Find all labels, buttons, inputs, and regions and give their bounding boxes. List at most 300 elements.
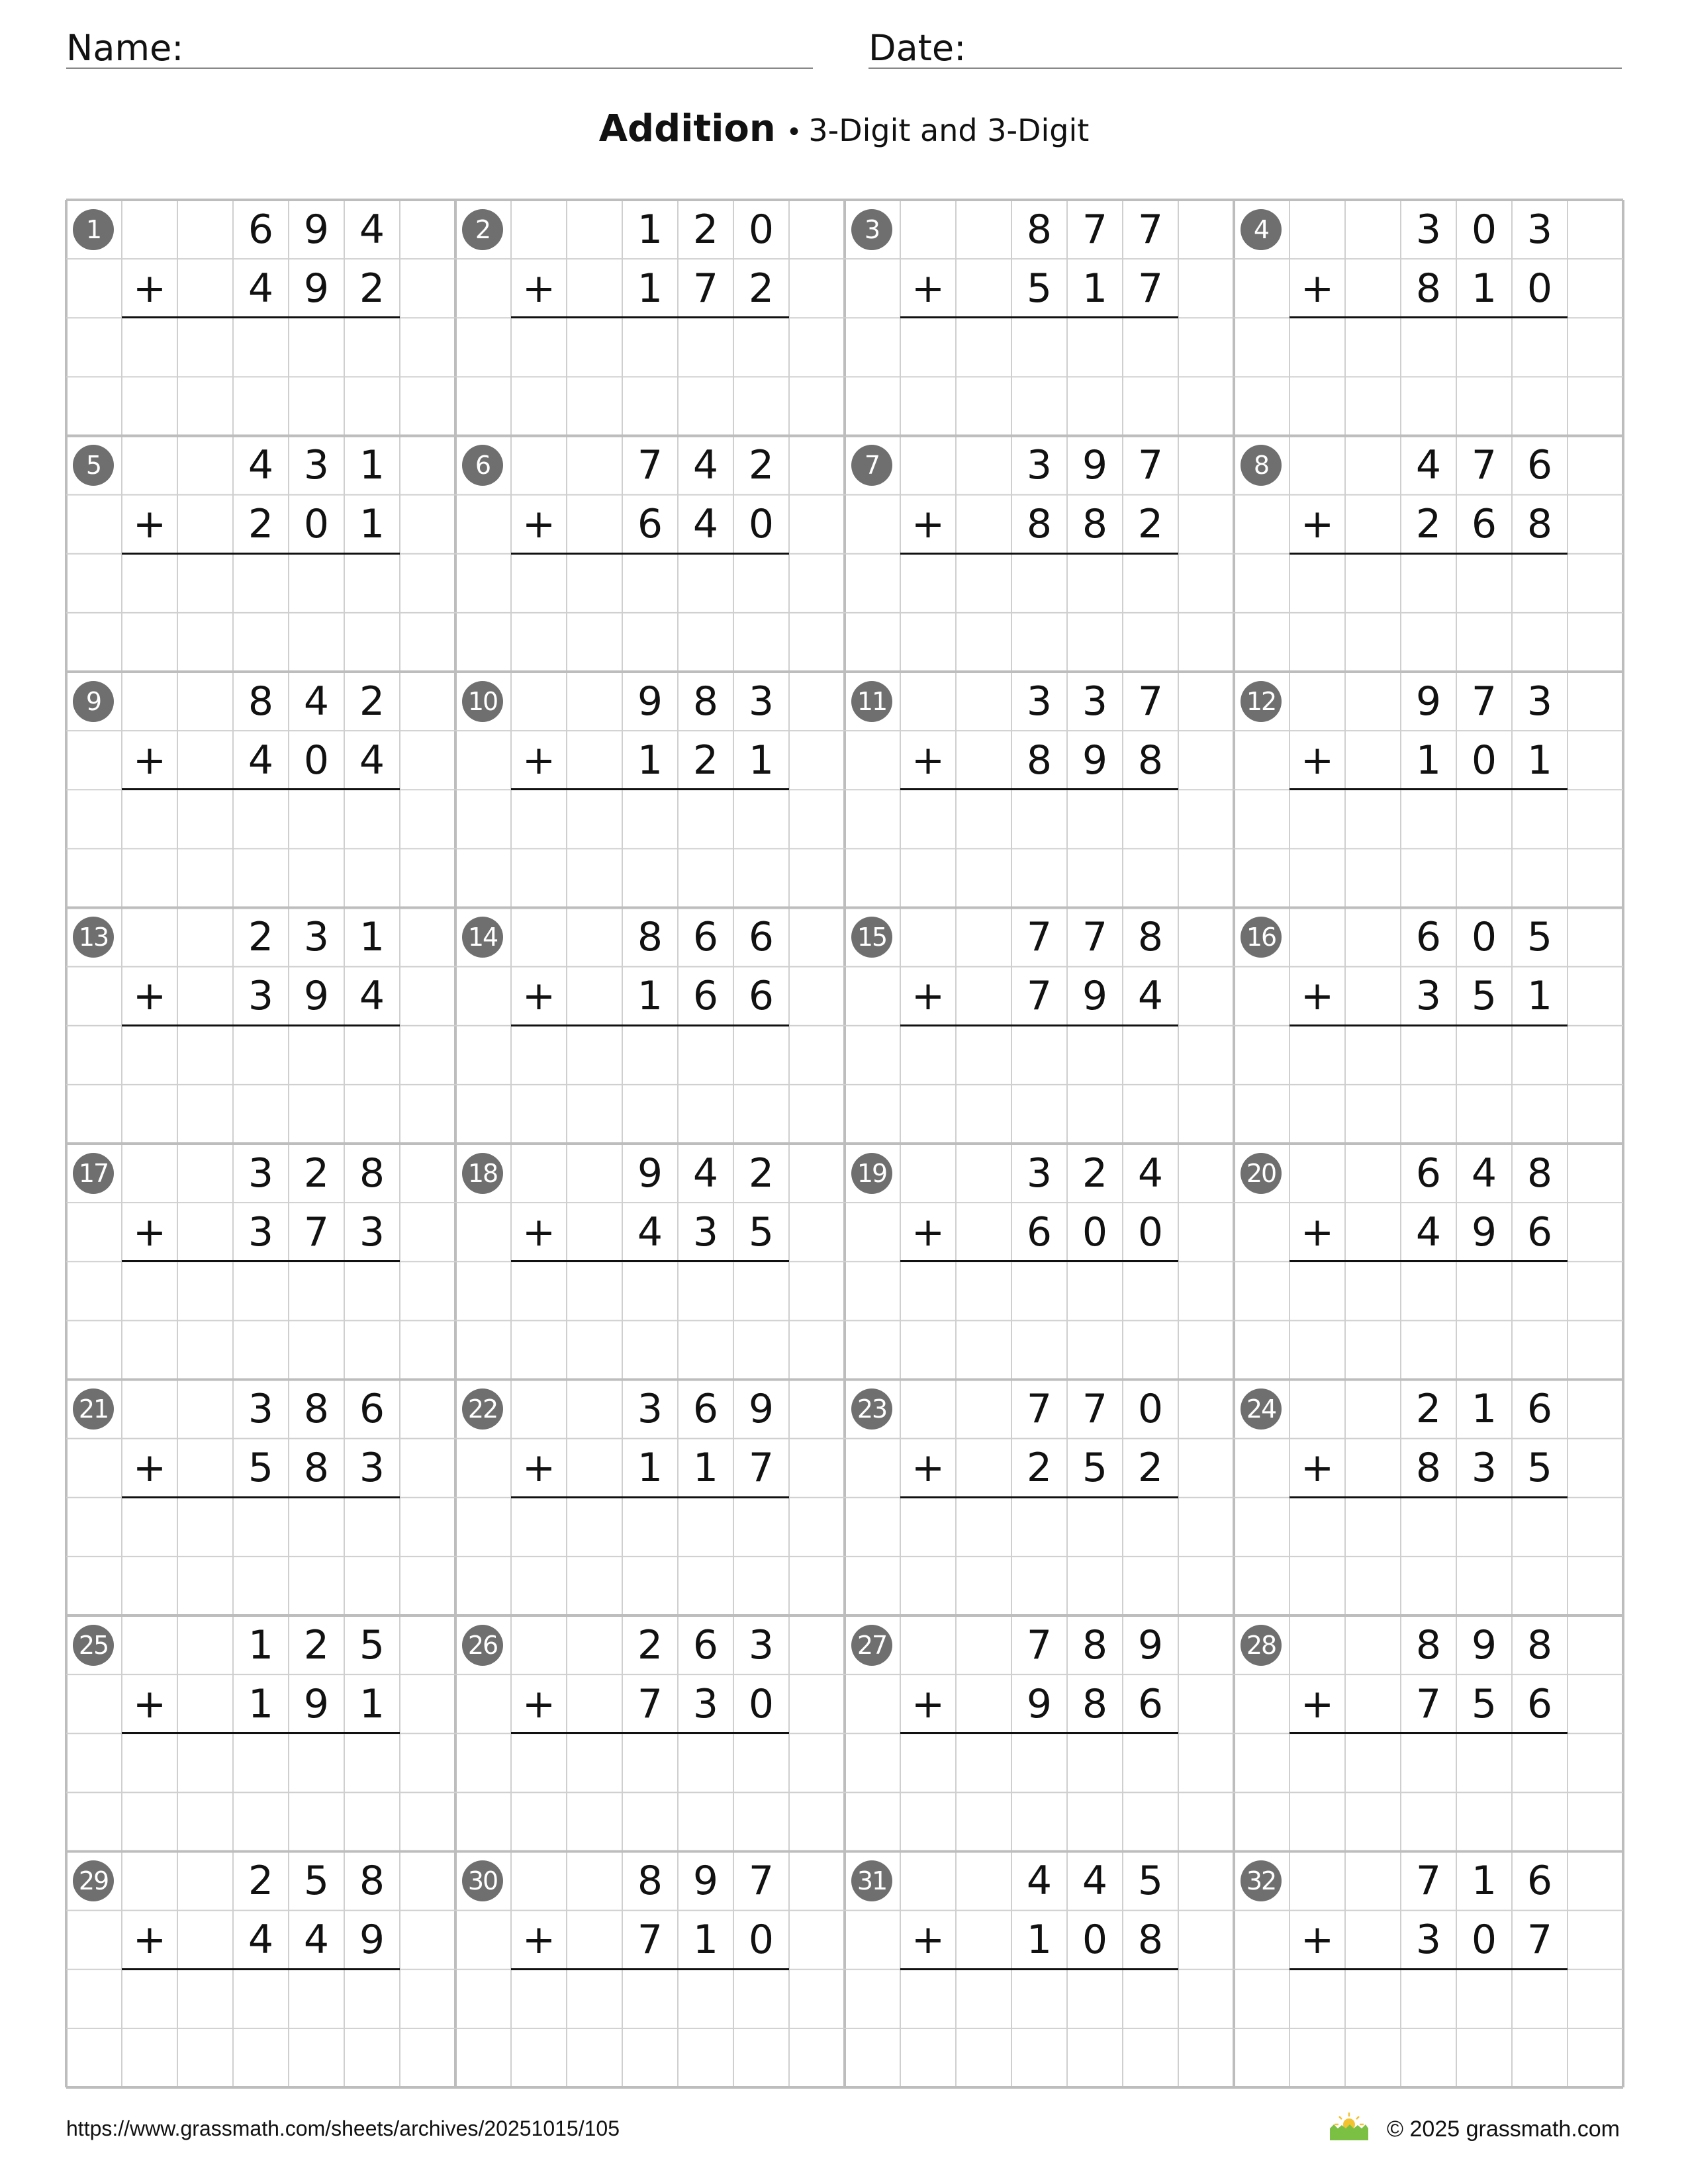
addend-bottom-digit: 2 [748,265,774,312]
addend-bottom-digit: 7 [637,1917,663,1964]
addend-bottom-digit: 3 [1471,1445,1497,1492]
addend-top-digit-cell [678,200,733,259]
addend-bottom-digit: 2 [1026,1445,1053,1492]
plus-sign: + [1300,1917,1335,1964]
addend-top-digit-cell [1401,436,1456,495]
addend-top-digit: 8 [637,914,663,961]
addend-bottom-digit: 2 [1137,501,1164,548]
problem-number-badge: 3 [851,209,892,250]
addend-top-digit: 4 [1137,1150,1164,1197]
addend-top-digit-cell [1067,672,1123,731]
plus-sign: + [1300,737,1335,784]
addend-top-digit-cell [678,1144,733,1203]
addend-top-digit-cell [1401,1380,1456,1439]
answer-rule [900,1968,1178,1970]
problem-number-badge: 22 [462,1388,503,1430]
addend-top-digit: 4 [248,442,274,489]
addend-bottom-digit-cell [1401,967,1456,1026]
addend-top-digit-cell [1512,672,1568,731]
addend-bottom-digit-cell [1401,731,1456,790]
addend-top-digit-cell [344,200,400,259]
plus-sign-cell [511,731,567,790]
addend-top-digit-cell [233,908,289,967]
addend-top-digit: 9 [1415,678,1442,725]
addend-bottom-digit-cell [1456,731,1512,790]
addend-bottom-digit-cell [733,259,789,318]
addend-bottom-digit: 1 [637,973,663,1020]
plus-sign-cell [1289,731,1345,790]
problem-number-badge: 29 [73,1860,114,1901]
addend-top-digit-cell [344,1615,400,1674]
problem-number-badge: 24 [1241,1388,1282,1430]
addend-bottom-digit: 1 [248,1680,274,1727]
plus-sign-cell [1289,967,1345,1026]
addend-bottom-digit-cell [1456,1674,1512,1733]
addend-top-digit-cell [1512,908,1568,967]
addend-top-digit-cell [344,1144,400,1203]
addend-top-digit: 2 [1082,1150,1108,1197]
addend-top-digit: 2 [303,1150,330,1197]
addend-top-digit: 5 [359,1621,385,1668]
addend-bottom-digit-cell [289,1439,344,1498]
addend-bottom-digit-cell [733,1439,789,1498]
addend-top-digit: 2 [748,442,774,489]
addend-bottom-digit-cell [1512,259,1568,318]
addend-top-digit: 3 [1415,206,1442,253]
addend-bottom-digit: 1 [1526,973,1553,1020]
addend-top-digit-cell [1011,436,1067,495]
addend-bottom-digit: 2 [692,737,719,784]
addend-top-digit: 3 [248,1386,274,1433]
addend-top-digit: 3 [637,1386,663,1433]
addend-top-digit: 7 [1471,442,1497,489]
addend-top-digit: 2 [248,1858,274,1905]
answer-rule [122,1968,400,1970]
addend-bottom-digit: 6 [1137,1680,1164,1727]
addend-bottom-digit: 3 [1415,973,1442,1020]
addend-top-digit: 7 [1026,914,1053,961]
problem-number-badge: 31 [851,1860,892,1901]
addend-bottom-digit-cell [1401,1439,1456,1498]
addend-top-digit: 5 [1526,914,1553,961]
problem-number-badge: 11 [851,681,892,722]
addend-top-digit-cell [1067,1615,1123,1674]
addend-bottom-digit: 0 [748,501,774,548]
addend-top-digit-cell [733,436,789,495]
addend-top-digit-cell [1512,1615,1568,1674]
addend-top-digit: 9 [637,1150,663,1197]
addend-top-digit-cell [1401,1615,1456,1674]
plus-sign-cell [511,259,567,318]
addend-bottom-digit: 1 [637,1445,663,1492]
addend-bottom-digit-cell [733,731,789,790]
addend-bottom-digit-cell [1401,1674,1456,1733]
addend-top-digit: 1 [1471,1858,1497,1905]
addend-bottom-digit-cell [1011,1911,1067,1970]
footer-copyright: © 2025 grassmath.com [1387,2116,1620,2142]
problem-number-badge: 25 [73,1625,114,1666]
plus-sign-cell [511,1911,567,1970]
plus-sign-cell [122,967,177,1026]
addend-top-digit: 1 [359,442,385,489]
addend-top-digit-cell [1123,908,1178,967]
plus-sign: + [132,973,167,1020]
plus-sign: + [911,737,945,784]
addend-bottom-digit-cell [344,495,400,554]
plus-sign-cell [511,967,567,1026]
addend-bottom-digit-cell [1067,495,1123,554]
addend-top-digit: 6 [1415,1150,1442,1197]
problem-number-badge: 32 [1241,1860,1282,1901]
addend-top-digit-cell [1067,908,1123,967]
addend-top-digit: 8 [1526,1621,1553,1668]
plus-sign-cell [1289,1674,1345,1733]
addend-bottom-digit-cell [1011,259,1067,318]
addend-bottom-digit-cell [622,1439,678,1498]
addend-top-digit: 0 [748,206,774,253]
plus-sign: + [911,1680,945,1727]
problem-number-badge: 7 [851,445,892,486]
addend-top-digit-cell [289,1852,344,1911]
addend-top-digit: 0 [1137,1386,1164,1433]
problem-number-badge: 12 [1241,681,1282,722]
plus-sign-cell [900,731,956,790]
plus-sign-cell [122,1674,177,1733]
addend-top-digit: 8 [303,1386,330,1433]
addend-top-digit-cell [678,436,733,495]
answer-rule [1289,1024,1568,1026]
addend-top-digit: 4 [1471,1150,1497,1197]
addend-top-digit: 1 [248,1621,274,1668]
plus-sign-cell [1289,1439,1345,1498]
addend-bottom-digit: 9 [303,265,330,312]
addend-top-digit-cell [1067,1144,1123,1203]
addend-top-digit: 6 [748,914,774,961]
answer-rule [122,1496,400,1498]
addend-bottom-digit: 4 [692,501,719,548]
answer-rule [1289,553,1568,555]
addend-bottom-digit: 2 [359,265,385,312]
addend-top-digit-cell [344,672,400,731]
answer-rule [900,1732,1178,1734]
addend-top-digit-cell [233,1144,289,1203]
answer-rule [511,1496,789,1498]
addend-top-digit: 8 [359,1150,385,1197]
addend-top-digit: 7 [1471,678,1497,725]
plus-sign: + [1300,973,1335,1020]
addend-bottom-digit: 8 [1415,1445,1442,1492]
addend-top-digit-cell [733,1144,789,1203]
addend-top-digit: 8 [1526,1150,1553,1197]
plus-sign: + [522,1208,556,1255]
plus-sign-cell [900,259,956,318]
addend-bottom-digit: 4 [248,737,274,784]
addend-top-digit-cell [1512,1852,1568,1911]
addend-bottom-digit-cell [1123,1911,1178,1970]
addend-bottom-digit-cell [678,1911,733,1970]
addend-bottom-digit: 1 [637,265,663,312]
plus-sign: + [911,501,945,548]
addend-bottom-digit: 0 [303,737,330,784]
addend-top-digit: 7 [1082,1386,1108,1433]
addend-bottom-digit-cell [233,731,289,790]
addend-bottom-digit: 4 [248,265,274,312]
addend-bottom-digit-cell [344,1203,400,1261]
plus-sign: + [522,1680,556,1727]
plus-sign: + [132,1917,167,1964]
addend-bottom-digit: 1 [637,737,663,784]
answer-rule [511,1732,789,1734]
addend-bottom-digit-cell [622,495,678,554]
addend-top-digit: 0 [1471,914,1497,961]
addend-top-digit: 7 [1137,678,1164,725]
answer-rule [900,1496,1178,1498]
addend-bottom-digit-cell [344,967,400,1026]
addend-bottom-digit: 2 [1137,1445,1164,1492]
addend-bottom-digit-cell [622,1911,678,1970]
addend-bottom-digit: 9 [1471,1208,1497,1255]
addend-top-digit-cell [622,1144,678,1203]
addend-bottom-digit: 9 [303,973,330,1020]
plus-sign-cell [511,1674,567,1733]
addend-bottom-digit: 0 [1471,1917,1497,1964]
addend-bottom-digit: 1 [1026,1917,1053,1964]
addend-bottom-digit: 1 [692,1445,719,1492]
addend-bottom-digit-cell [1456,495,1512,554]
plus-sign-cell [1289,1911,1345,1970]
plus-sign: + [1300,1445,1335,1492]
addend-top-digit-cell [1456,1144,1512,1203]
addend-bottom-digit-cell [733,967,789,1026]
plus-sign: + [1300,501,1335,548]
addend-top-digit-cell [289,200,344,259]
addend-bottom-digit: 5 [248,1445,274,1492]
plus-sign: + [911,1445,945,1492]
addend-top-digit: 6 [1526,1858,1553,1905]
addend-top-digit-cell [733,1380,789,1439]
addend-bottom-digit-cell [1067,259,1123,318]
addend-top-digit-cell [289,1615,344,1674]
addend-top-digit: 8 [1415,1621,1442,1668]
addend-top-digit: 6 [692,1386,719,1433]
addend-top-digit-cell [622,1852,678,1911]
addend-top-digit: 8 [637,1858,663,1905]
addend-top-digit: 5 [1137,1858,1164,1905]
addend-top-digit-cell [678,1852,733,1911]
addend-bottom-digit-cell [1512,1439,1568,1498]
addend-bottom-digit: 9 [303,1680,330,1727]
addend-bottom-digit: 7 [692,265,719,312]
addend-bottom-digit-cell [1512,967,1568,1026]
addend-bottom-digit-cell [678,259,733,318]
plus-sign-cell [900,1439,956,1498]
addend-bottom-digit-cell [1011,1203,1067,1261]
addend-top-digit: 0 [1471,206,1497,253]
addend-top-digit: 3 [748,678,774,725]
addend-bottom-digit-cell [733,1203,789,1261]
addend-bottom-digit-cell [344,1674,400,1733]
plus-sign-cell [122,731,177,790]
addend-top-digit-cell [1011,200,1067,259]
addend-top-digit: 9 [1471,1621,1497,1668]
answer-rule [122,1260,400,1262]
addend-top-digit-cell [1456,200,1512,259]
addend-top-digit-cell [289,1144,344,1203]
plus-sign: + [1300,265,1335,312]
addend-top-digit: 8 [1082,1621,1108,1668]
addend-top-digit: 4 [1026,1858,1053,1905]
name-label: Name: [66,27,184,69]
title-separator: • [786,117,802,148]
addend-bottom-digit-cell [1456,1203,1512,1261]
problem-number-badge: 27 [851,1625,892,1666]
addend-bottom-digit: 1 [692,1917,719,1964]
plus-sign: + [132,1445,167,1492]
addend-top-digit: 3 [248,1150,274,1197]
answer-rule [900,1260,1178,1262]
answer-rule [122,1024,400,1026]
addend-top-digit-cell [344,1380,400,1439]
addend-top-digit-cell [344,436,400,495]
addend-top-digit: 6 [692,914,719,961]
addend-bottom-digit: 3 [692,1208,719,1255]
addend-bottom-digit-cell [622,967,678,1026]
plus-sign-cell [122,259,177,318]
plus-sign-cell [900,1203,956,1261]
addend-top-digit: 4 [692,1150,719,1197]
plus-sign-cell [1289,1203,1345,1261]
addend-bottom-digit: 5 [1082,1445,1108,1492]
addend-bottom-digit-cell [1123,1674,1178,1733]
plus-sign-cell [511,1203,567,1261]
plus-sign: + [522,737,556,784]
addend-top-digit-cell [1456,672,1512,731]
addend-top-digit: 4 [303,678,330,725]
addend-bottom-digit-cell [289,1674,344,1733]
addend-bottom-digit-cell [1067,967,1123,1026]
addend-bottom-digit-cell [233,1439,289,1498]
addend-bottom-digit: 7 [1526,1917,1553,1964]
addend-bottom-digit: 5 [1471,1680,1497,1727]
plus-sign-cell [1289,259,1345,318]
addend-bottom-digit-cell [344,1911,400,1970]
addend-top-digit: 4 [1082,1858,1108,1905]
plus-sign: + [132,1208,167,1255]
problem-number-badge: 19 [851,1153,892,1194]
grass-sun-logo-icon [1327,2109,1371,2142]
problem-number-badge: 10 [462,681,503,722]
addend-bottom-digit-cell [1067,1674,1123,1733]
addend-bottom-digit: 8 [1415,265,1442,312]
plus-sign: + [132,501,167,548]
addend-top-digit: 7 [1415,1858,1442,1905]
plus-sign: + [911,973,945,1020]
addend-bottom-digit: 7 [637,1680,663,1727]
answer-rule [1289,788,1568,790]
addend-top-digit-cell [289,672,344,731]
addend-bottom-digit-cell [1067,1439,1123,1498]
addend-bottom-digit: 3 [1415,1917,1442,1964]
addend-top-digit-cell [1456,436,1512,495]
answer-rule [1289,316,1568,318]
addend-bottom-digit: 0 [748,1680,774,1727]
addend-bottom-digit: 1 [359,1680,385,1727]
addend-bottom-digit-cell [678,967,733,1026]
addend-bottom-digit: 3 [359,1445,385,1492]
addend-top-digit-cell [344,1852,400,1911]
problem-number-badge: 1 [73,209,114,250]
addend-bottom-digit-cell [622,259,678,318]
plus-sign: + [1300,1208,1335,1255]
footer-url: https://www.grassmath.com/sheets/archives/20251015/105 [66,2116,620,2140]
addend-top-digit-cell [1011,908,1067,967]
addend-top-digit-cell [678,1380,733,1439]
addend-bottom-digit-cell [733,495,789,554]
addend-bottom-digit: 4 [359,737,385,784]
addend-top-digit-cell [233,200,289,259]
addend-top-digit: 3 [1526,206,1553,253]
addend-top-digit: 4 [359,206,385,253]
addend-bottom-digit: 2 [248,501,274,548]
addend-bottom-digit: 6 [692,973,719,1020]
plus-sign-cell [511,495,567,554]
addend-bottom-digit: 3 [248,1208,274,1255]
addend-bottom-digit-cell [289,1911,344,1970]
plus-sign: + [132,265,167,312]
addend-bottom-digit: 0 [1471,737,1497,784]
addend-bottom-digit-cell [622,731,678,790]
addend-bottom-digit-cell [289,1203,344,1261]
addend-bottom-digit-cell [344,1439,400,1498]
addend-top-digit-cell [1512,1380,1568,1439]
answer-rule [511,1024,789,1026]
addend-bottom-digit-cell [1401,495,1456,554]
addend-bottom-digit-cell [733,1911,789,1970]
addend-bottom-digit-cell [1123,259,1178,318]
addend-bottom-digit: 1 [1471,265,1497,312]
addend-top-digit: 9 [748,1386,774,1433]
answer-rule [900,316,1178,318]
addend-bottom-digit-cell [1123,1203,1178,1261]
addend-top-digit-cell [1401,908,1456,967]
addend-top-digit-cell [733,200,789,259]
problem-number-badge: 26 [462,1625,503,1666]
addend-top-digit-cell [1401,1852,1456,1911]
addend-top-digit: 8 [1026,206,1053,253]
addend-bottom-digit-cell [1512,495,1568,554]
addend-top-digit-cell [344,908,400,967]
addend-top-digit: 2 [359,678,385,725]
addend-top-digit: 6 [1526,1386,1553,1433]
addend-bottom-digit-cell [1456,259,1512,318]
addend-bottom-digit: 6 [1526,1208,1553,1255]
addend-top-digit-cell [1123,672,1178,731]
answer-rule [900,1024,1178,1026]
addend-bottom-digit: 0 [1082,1208,1108,1255]
addend-bottom-digit: 9 [1082,737,1108,784]
title-main: Addition [598,107,776,150]
plus-sign: + [522,501,556,548]
answer-rule [1289,1260,1568,1262]
addend-top-digit-cell [622,200,678,259]
addend-bottom-digit: 4 [1137,973,1164,1020]
title-subtitle: 3-Digit and 3-Digit [808,113,1090,148]
addend-bottom-digit: 9 [1026,1680,1053,1727]
answer-rule [511,1260,789,1262]
addend-top-digit: 5 [303,1858,330,1905]
addend-bottom-digit-cell [233,495,289,554]
answer-rule [122,553,400,555]
